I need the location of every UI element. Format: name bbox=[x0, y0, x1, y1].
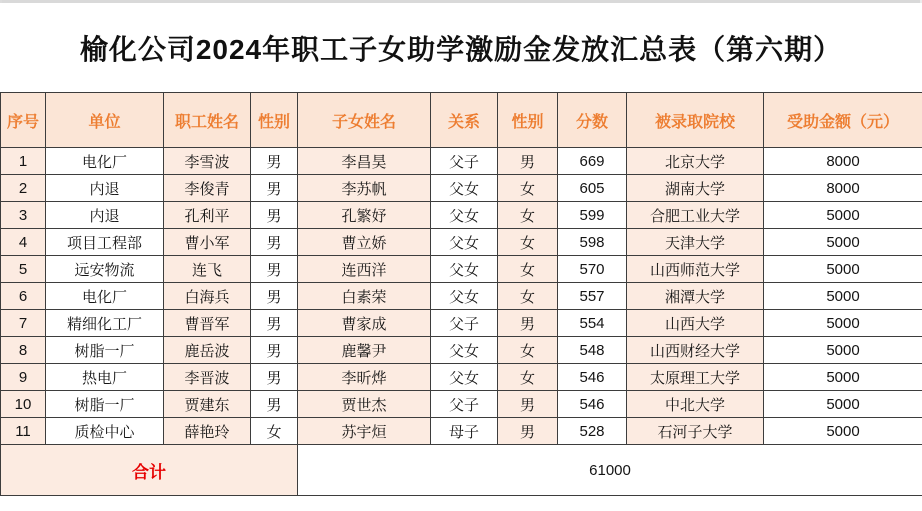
cell-index: 6 bbox=[1, 283, 46, 310]
cell-unit: 树脂一厂 bbox=[46, 391, 164, 418]
cell-emp-gender: 男 bbox=[251, 391, 298, 418]
total-value: 61000 bbox=[298, 445, 922, 496]
header-cell-child: 子女姓名 bbox=[298, 93, 431, 148]
cell-child: 李昌昊 bbox=[298, 148, 431, 175]
cell-emp-gender: 男 bbox=[251, 256, 298, 283]
cell-school: 北京大学 bbox=[627, 148, 764, 175]
cell-relation: 父女 bbox=[431, 202, 498, 229]
cell-employee: 白海兵 bbox=[164, 283, 251, 310]
cell-amount: 5000 bbox=[764, 229, 922, 256]
cell-child: 孔繁妤 bbox=[298, 202, 431, 229]
cell-score: 598 bbox=[558, 229, 627, 256]
cell-score: 605 bbox=[558, 175, 627, 202]
cell-index: 1 bbox=[1, 148, 46, 175]
header-cell-relation: 关系 bbox=[431, 93, 498, 148]
total-label: 合计 bbox=[1, 445, 298, 496]
cell-child: 贾世杰 bbox=[298, 391, 431, 418]
cell-unit: 项目工程部 bbox=[46, 229, 164, 256]
cell-employee: 孔利平 bbox=[164, 202, 251, 229]
cell-amount: 5000 bbox=[764, 310, 922, 337]
cell-score: 557 bbox=[558, 283, 627, 310]
cell-child-gender: 男 bbox=[498, 310, 558, 337]
cell-child: 连西洋 bbox=[298, 256, 431, 283]
cell-score: 669 bbox=[558, 148, 627, 175]
table-row bbox=[1, 175, 922, 202]
cell-school: 中北大学 bbox=[627, 391, 764, 418]
table-row bbox=[1, 310, 922, 337]
cell-child-gender: 女 bbox=[498, 337, 558, 364]
cell-relation: 父子 bbox=[431, 391, 498, 418]
cell-child-gender: 女 bbox=[498, 283, 558, 310]
cell-unit: 精细化工厂 bbox=[46, 310, 164, 337]
cell-emp-gender: 男 bbox=[251, 283, 298, 310]
cell-child-gender: 女 bbox=[498, 256, 558, 283]
cell-index: 7 bbox=[1, 310, 46, 337]
cell-unit: 热电厂 bbox=[46, 364, 164, 391]
cell-score: 570 bbox=[558, 256, 627, 283]
cell-unit: 电化厂 bbox=[46, 283, 164, 310]
cell-relation: 父女 bbox=[431, 364, 498, 391]
cell-employee: 薛艳玲 bbox=[164, 418, 251, 445]
cell-employee: 连飞 bbox=[164, 256, 251, 283]
cell-amount: 5000 bbox=[764, 283, 922, 310]
header-cell-amount: 受助金额（元） bbox=[764, 93, 922, 148]
cell-child: 白素荣 bbox=[298, 283, 431, 310]
table-row bbox=[1, 256, 922, 283]
cell-unit: 内退 bbox=[46, 175, 164, 202]
cell-index: 8 bbox=[1, 337, 46, 364]
cell-employee: 李晋波 bbox=[164, 364, 251, 391]
cell-amount: 5000 bbox=[764, 364, 922, 391]
table-row bbox=[1, 229, 922, 256]
header-cell-employee: 职工姓名 bbox=[164, 93, 251, 148]
cell-emp-gender: 男 bbox=[251, 310, 298, 337]
cell-index: 9 bbox=[1, 364, 46, 391]
table-row bbox=[1, 418, 922, 445]
cell-index: 4 bbox=[1, 229, 46, 256]
cell-emp-gender: 女 bbox=[251, 418, 298, 445]
header-cell-score: 分数 bbox=[558, 93, 627, 148]
cell-emp-gender: 男 bbox=[251, 337, 298, 364]
table-row bbox=[1, 337, 922, 364]
cell-amount: 5000 bbox=[764, 256, 922, 283]
cell-employee: 李雪波 bbox=[164, 148, 251, 175]
cell-unit: 树脂一厂 bbox=[46, 337, 164, 364]
cell-unit: 电化厂 bbox=[46, 148, 164, 175]
table-body bbox=[1, 148, 922, 445]
cell-index: 11 bbox=[1, 418, 46, 445]
cell-amount: 8000 bbox=[764, 175, 922, 202]
cell-score: 528 bbox=[558, 418, 627, 445]
cell-child: 曹家成 bbox=[298, 310, 431, 337]
cell-child: 曹立娇 bbox=[298, 229, 431, 256]
cell-score: 599 bbox=[558, 202, 627, 229]
header-row bbox=[1, 93, 922, 148]
cell-emp-gender: 男 bbox=[251, 202, 298, 229]
cell-emp-gender: 男 bbox=[251, 175, 298, 202]
cell-amount: 5000 bbox=[764, 391, 922, 418]
cell-child-gender: 女 bbox=[498, 364, 558, 391]
cell-emp-gender: 男 bbox=[251, 148, 298, 175]
table-row bbox=[1, 364, 922, 391]
cell-relation: 父女 bbox=[431, 283, 498, 310]
cell-child-gender: 男 bbox=[498, 391, 558, 418]
cell-school: 石河子大学 bbox=[627, 418, 764, 445]
cell-relation: 父女 bbox=[431, 229, 498, 256]
cell-child-gender: 女 bbox=[498, 202, 558, 229]
cell-school: 合肥工业大学 bbox=[627, 202, 764, 229]
cell-score: 554 bbox=[558, 310, 627, 337]
cell-school: 山西财经大学 bbox=[627, 337, 764, 364]
cell-child: 李昕烨 bbox=[298, 364, 431, 391]
header-cell-index: 序号 bbox=[1, 93, 46, 148]
cell-score: 548 bbox=[558, 337, 627, 364]
cell-child: 鹿馨尹 bbox=[298, 337, 431, 364]
cell-unit: 质检中心 bbox=[46, 418, 164, 445]
cell-employee: 贾建东 bbox=[164, 391, 251, 418]
cell-child: 李苏帆 bbox=[298, 175, 431, 202]
cell-amount: 5000 bbox=[764, 418, 922, 445]
header-cell-unit: 单位 bbox=[46, 93, 164, 148]
cell-school: 太原理工大学 bbox=[627, 364, 764, 391]
cell-child-gender: 女 bbox=[498, 175, 558, 202]
cell-employee: 曹小军 bbox=[164, 229, 251, 256]
table-row bbox=[1, 148, 922, 175]
header-cell-school: 被录取院校 bbox=[627, 93, 764, 148]
cell-employee: 李俊青 bbox=[164, 175, 251, 202]
summary-table bbox=[0, 92, 922, 496]
cell-index: 5 bbox=[1, 256, 46, 283]
cell-school: 山西大学 bbox=[627, 310, 764, 337]
cell-score: 546 bbox=[558, 364, 627, 391]
cell-employee: 鹿岳波 bbox=[164, 337, 251, 364]
header-cell-emp-gender: 性别 bbox=[251, 93, 298, 148]
cell-relation: 父女 bbox=[431, 256, 498, 283]
cell-employee: 曹晋军 bbox=[164, 310, 251, 337]
total-row bbox=[1, 445, 922, 496]
cell-relation: 父子 bbox=[431, 148, 498, 175]
cell-child-gender: 男 bbox=[498, 418, 558, 445]
cell-relation: 母子 bbox=[431, 418, 498, 445]
page-title: 榆化公司2024年职工子女助学激励金发放汇总表（第六期） bbox=[79, 33, 843, 65]
cell-school: 山西师范大学 bbox=[627, 256, 764, 283]
title-bar bbox=[0, 3, 922, 92]
cell-index: 10 bbox=[1, 391, 46, 418]
cell-relation: 父女 bbox=[431, 337, 498, 364]
table-row bbox=[1, 391, 922, 418]
cell-score: 546 bbox=[558, 391, 627, 418]
table-row bbox=[1, 202, 922, 229]
cell-index: 3 bbox=[1, 202, 46, 229]
header-cell-child-gender: 性别 bbox=[498, 93, 558, 148]
cell-child: 苏宇烜 bbox=[298, 418, 431, 445]
cell-amount: 8000 bbox=[764, 148, 922, 175]
cell-school: 天津大学 bbox=[627, 229, 764, 256]
cell-child-gender: 女 bbox=[498, 229, 558, 256]
cell-amount: 5000 bbox=[764, 337, 922, 364]
cell-school: 湘潭大学 bbox=[627, 283, 764, 310]
table-header bbox=[1, 93, 922, 148]
cell-unit: 内退 bbox=[46, 202, 164, 229]
cell-relation: 父女 bbox=[431, 175, 498, 202]
cell-relation: 父子 bbox=[431, 310, 498, 337]
cell-unit: 远安物流 bbox=[46, 256, 164, 283]
cell-emp-gender: 男 bbox=[251, 229, 298, 256]
table-row bbox=[1, 283, 922, 310]
cell-emp-gender: 男 bbox=[251, 364, 298, 391]
cell-school: 湖南大学 bbox=[627, 175, 764, 202]
cell-amount: 5000 bbox=[764, 202, 922, 229]
table-footer bbox=[1, 445, 922, 496]
cell-child-gender: 男 bbox=[498, 148, 558, 175]
cell-index: 2 bbox=[1, 175, 46, 202]
